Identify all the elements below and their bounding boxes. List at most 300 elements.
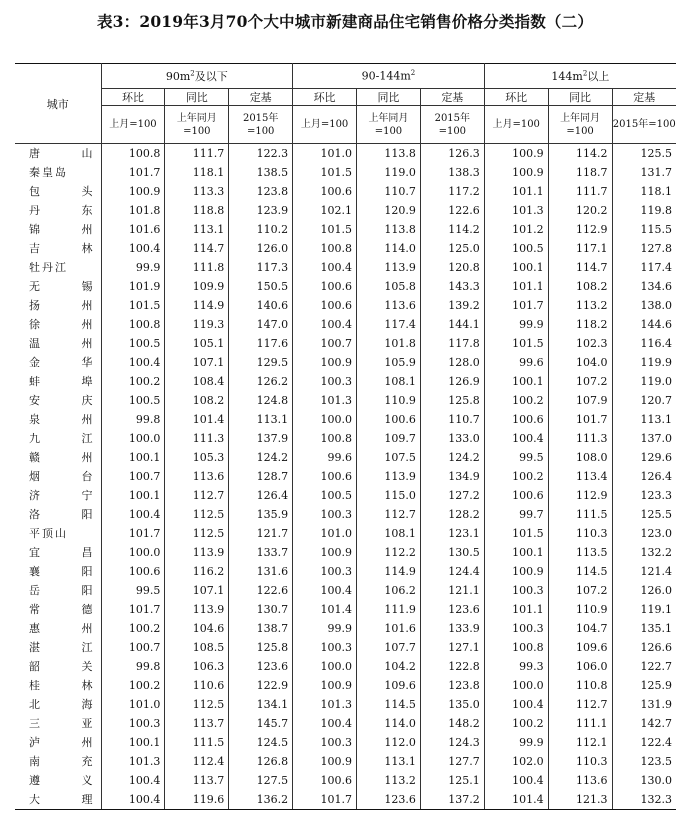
city-name-text: 济宁: [29, 489, 93, 502]
table-row: [15, 752, 676, 771]
index-cell: 126.4: [229, 486, 293, 505]
index-cell: 100.1: [484, 543, 548, 562]
index-cell: 99.8: [101, 657, 165, 676]
index-cell: 112.5: [165, 524, 229, 543]
index-cell: 100.1: [101, 733, 165, 752]
index-cell: 130.7: [229, 600, 293, 619]
index-cell: 112.7: [357, 505, 421, 524]
city-name-text: 烟台: [29, 470, 93, 483]
index-cell: 101.4: [293, 600, 357, 619]
index-cell: 126.0: [612, 581, 676, 600]
city-name: [15, 505, 101, 524]
index-cell: 109.6: [357, 676, 421, 695]
index-cell: 113.1: [165, 220, 229, 239]
index-cell: 101.1: [484, 277, 548, 296]
index-cell: 107.2: [548, 372, 612, 391]
index-cell: 112.4: [165, 752, 229, 771]
index-cell: 126.3: [420, 144, 484, 164]
table-row: [15, 429, 676, 448]
table-row: [15, 296, 676, 315]
index-cell: 99.7: [484, 505, 548, 524]
index-cell: 123.6: [229, 657, 293, 676]
index-cell: 114.5: [548, 562, 612, 581]
index-cell: 135.1: [612, 619, 676, 638]
index-cell: 138.3: [420, 163, 484, 182]
index-cell: 100.3: [293, 505, 357, 524]
group-header-large: $144m^2$以上: [484, 64, 676, 89]
city-name: [15, 239, 101, 258]
index-cell: 113.6: [165, 467, 229, 486]
index-cell: 100.8: [101, 144, 165, 164]
index-cell: 122.3: [229, 144, 293, 164]
city-name: [15, 524, 101, 543]
city-name-text: 韶关: [29, 660, 93, 673]
city-name-text: 遵义: [29, 774, 93, 787]
fixed-base-header: 定基: [612, 89, 676, 106]
index-cell: 100.2: [101, 372, 165, 391]
index-cell: 135.0: [420, 695, 484, 714]
index-cell: 123.8: [229, 182, 293, 201]
index-cell: 101.7: [101, 524, 165, 543]
city-name-text: 徐州: [29, 318, 93, 331]
city-name-text: 唐山: [29, 147, 93, 160]
index-cell: 123.5: [612, 752, 676, 771]
city-name-text: 宜昌: [29, 546, 93, 559]
index-cell: 100.4: [101, 790, 165, 810]
index-cell: 117.4: [357, 315, 421, 334]
city-name: [15, 676, 101, 695]
city-name-text: 岳阳: [29, 584, 93, 597]
index-cell: 119.0: [612, 372, 676, 391]
index-cell: 100.7: [101, 638, 165, 657]
table-row: [15, 771, 676, 790]
city-name-text: 包头: [29, 185, 93, 198]
index-cell: 117.1: [548, 239, 612, 258]
city-name-text: 三亚: [29, 717, 93, 730]
city-name-text: 丹东: [29, 204, 93, 217]
index-cell: 101.7: [484, 296, 548, 315]
city-name: [15, 467, 101, 486]
city-name-text: 惠州: [29, 622, 93, 635]
city-name-text: 扬州: [29, 299, 93, 312]
index-cell: 114.9: [357, 562, 421, 581]
index-cell: 114.5: [357, 695, 421, 714]
table-header: [15, 64, 676, 144]
index-cell: 129.5: [229, 353, 293, 372]
index-cell: 100.3: [484, 619, 548, 638]
index-cell: 110.2: [229, 220, 293, 239]
index-cell: 128.7: [229, 467, 293, 486]
city-name: [15, 220, 101, 239]
index-cell: 118.7: [548, 163, 612, 182]
index-cell: 131.6: [229, 562, 293, 581]
index-cell: 138.0: [612, 296, 676, 315]
index-cell: 124.5: [229, 733, 293, 752]
table-row: [15, 239, 676, 258]
index-cell: 100.5: [101, 334, 165, 353]
index-cell: 101.7: [101, 163, 165, 182]
index-cell: 100.4: [293, 581, 357, 600]
table-row: [15, 695, 676, 714]
index-cell: 135.9: [229, 505, 293, 524]
index-cell: 100.4: [484, 429, 548, 448]
table-row: [15, 543, 676, 562]
yoy-base-header: 上年同月=100: [165, 106, 229, 144]
index-cell: 100.0: [101, 543, 165, 562]
city-name: [15, 790, 101, 810]
index-cell: 124.4: [420, 562, 484, 581]
index-cell: 112.7: [548, 695, 612, 714]
index-cell: 101.5: [293, 163, 357, 182]
city-name: [15, 201, 101, 220]
index-cell: 100.0: [293, 657, 357, 676]
index-cell: 100.9: [101, 182, 165, 201]
index-cell: 111.5: [165, 733, 229, 752]
city-name-text: 泸州: [29, 736, 93, 749]
group-header-medium: $90-144m^2$: [293, 64, 485, 89]
index-cell: 121.1: [420, 581, 484, 600]
index-cell: 100.2: [484, 714, 548, 733]
index-cell: 127.7: [420, 752, 484, 771]
index-cell: 113.4: [548, 467, 612, 486]
table-row: [15, 714, 676, 733]
index-cell: 147.0: [229, 315, 293, 334]
index-cell: 127.5: [229, 771, 293, 790]
index-cell: 126.6: [612, 638, 676, 657]
index-cell: 100.4: [293, 714, 357, 733]
table-row: [15, 353, 676, 372]
index-cell: 134.9: [420, 467, 484, 486]
index-cell: 106.0: [548, 657, 612, 676]
table-row: [15, 220, 676, 239]
city-name: [15, 562, 101, 581]
table-row: [15, 657, 676, 676]
index-cell: 110.3: [548, 752, 612, 771]
index-cell: 100.8: [484, 638, 548, 657]
index-cell: 100.8: [293, 239, 357, 258]
index-cell: 111.8: [165, 258, 229, 277]
index-cell: 145.7: [229, 714, 293, 733]
index-cell: 113.2: [357, 771, 421, 790]
index-cell: 131.7: [612, 163, 676, 182]
index-cell: 102.1: [293, 201, 357, 220]
index-cell: 111.9: [357, 600, 421, 619]
index-cell: 99.6: [293, 448, 357, 467]
table-body: [15, 144, 676, 810]
index-cell: 100.0: [293, 410, 357, 429]
table-row: [15, 315, 676, 334]
fixed-base-base-header: 2015年=100: [612, 106, 676, 144]
index-cell: 133.7: [229, 543, 293, 562]
index-cell: 137.9: [229, 429, 293, 448]
table-row: [15, 467, 676, 486]
index-cell: 113.9: [357, 467, 421, 486]
index-cell: 125.1: [420, 771, 484, 790]
index-cell: 101.4: [165, 410, 229, 429]
index-cell: 137.2: [420, 790, 484, 810]
index-cell: 101.3: [293, 695, 357, 714]
city-name-text: 秦皇岛: [29, 166, 68, 179]
city-name: [15, 277, 101, 296]
index-cell: 100.2: [101, 619, 165, 638]
index-cell: 119.8: [612, 201, 676, 220]
table-row: [15, 448, 676, 467]
city-name: [15, 144, 101, 164]
index-cell: 125.8: [229, 638, 293, 657]
index-cell: 125.9: [612, 676, 676, 695]
index-cell: 105.9: [357, 353, 421, 372]
index-cell: 101.3: [101, 752, 165, 771]
index-cell: 101.0: [293, 144, 357, 164]
index-cell: 100.4: [101, 505, 165, 524]
index-cell: 112.0: [357, 733, 421, 752]
index-cell: 139.2: [420, 296, 484, 315]
index-cell: 100.1: [484, 372, 548, 391]
index-cell: 100.9: [293, 543, 357, 562]
index-cell: 100.8: [101, 315, 165, 334]
city-name-text: 赣州: [29, 451, 93, 464]
city-name: [15, 391, 101, 410]
index-cell: 100.3: [484, 581, 548, 600]
index-cell: 120.7: [612, 391, 676, 410]
index-cell: 124.2: [229, 448, 293, 467]
index-cell: 99.5: [101, 581, 165, 600]
city-name: [15, 543, 101, 562]
index-cell: 101.5: [484, 524, 548, 543]
index-cell: 104.2: [357, 657, 421, 676]
index-cell: 121.4: [612, 562, 676, 581]
city-name: [15, 182, 101, 201]
mom-header: 环比: [484, 89, 548, 106]
index-cell: 111.5: [548, 505, 612, 524]
index-cell: 126.2: [229, 372, 293, 391]
city-name-text: 安庆: [29, 394, 93, 407]
index-cell: 101.2: [484, 220, 548, 239]
index-cell: 104.0: [548, 353, 612, 372]
index-cell: 133.9: [420, 619, 484, 638]
index-cell: 112.1: [548, 733, 612, 752]
index-cell: 100.6: [101, 562, 165, 581]
index-cell: 108.1: [357, 524, 421, 543]
index-cell: 125.5: [612, 144, 676, 164]
index-cell: 130.5: [420, 543, 484, 562]
city-name-text: 无锡: [29, 280, 93, 293]
index-cell: 138.5: [229, 163, 293, 182]
index-cell: 119.6: [165, 790, 229, 810]
index-cell: 109.7: [357, 429, 421, 448]
city-name: [15, 714, 101, 733]
index-cell: 119.1: [612, 600, 676, 619]
table-row: [15, 581, 676, 600]
index-cell: 112.5: [165, 505, 229, 524]
index-cell: 105.1: [165, 334, 229, 353]
city-name: [15, 372, 101, 391]
index-cell: 110.9: [548, 600, 612, 619]
index-cell: 99.6: [484, 353, 548, 372]
fixed-base-header: 定基: [229, 89, 293, 106]
index-cell: 100.5: [101, 391, 165, 410]
index-cell: 110.9: [357, 391, 421, 410]
index-cell: 130.0: [612, 771, 676, 790]
index-cell: 117.3: [229, 258, 293, 277]
index-cell: 123.8: [420, 676, 484, 695]
index-cell: 100.4: [101, 239, 165, 258]
index-cell: 101.8: [357, 334, 421, 353]
index-cell: 101.7: [548, 410, 612, 429]
index-cell: 144.1: [420, 315, 484, 334]
table-row: [15, 144, 676, 164]
index-cell: 100.9: [293, 676, 357, 695]
mom-base-header: 上月=100: [484, 106, 548, 144]
index-cell: 134.1: [229, 695, 293, 714]
index-cell: 128.2: [420, 505, 484, 524]
index-cell: 131.9: [612, 695, 676, 714]
city-name-text: 北海: [29, 698, 93, 711]
index-cell: 99.5: [484, 448, 548, 467]
index-cell: 101.7: [293, 790, 357, 810]
table-row: [15, 733, 676, 752]
index-cell: 100.4: [484, 695, 548, 714]
index-cell: 123.1: [420, 524, 484, 543]
city-name: [15, 733, 101, 752]
index-cell: 118.8: [165, 201, 229, 220]
index-cell: 113.6: [548, 771, 612, 790]
index-cell: 100.4: [484, 771, 548, 790]
index-cell: 108.4: [165, 372, 229, 391]
index-cell: 100.6: [484, 410, 548, 429]
index-cell: 100.3: [293, 638, 357, 657]
index-cell: 100.6: [293, 296, 357, 315]
table-row: [15, 182, 676, 201]
index-cell: 150.5: [229, 277, 293, 296]
index-cell: 107.2: [548, 581, 612, 600]
index-cell: 104.7: [548, 619, 612, 638]
index-cell: 118.1: [165, 163, 229, 182]
index-cell: 108.0: [548, 448, 612, 467]
index-cell: 112.5: [165, 695, 229, 714]
index-cell: 148.2: [420, 714, 484, 733]
index-cell: 100.5: [484, 239, 548, 258]
city-name-text: 牡丹江: [29, 261, 68, 274]
index-cell: 113.7: [165, 771, 229, 790]
index-cell: 114.7: [165, 239, 229, 258]
city-name: [15, 581, 101, 600]
city-name: [15, 448, 101, 467]
index-cell: 110.8: [548, 676, 612, 695]
table-row: [15, 524, 676, 543]
index-cell: 101.8: [101, 201, 165, 220]
index-cell: 112.9: [548, 486, 612, 505]
index-cell: 113.1: [229, 410, 293, 429]
index-cell: 118.2: [548, 315, 612, 334]
index-cell: 116.2: [165, 562, 229, 581]
table-row: [15, 334, 676, 353]
index-cell: 100.1: [101, 486, 165, 505]
index-cell: 110.7: [357, 182, 421, 201]
fixed-base-base-header: 2015年=100: [420, 106, 484, 144]
index-cell: 123.6: [357, 790, 421, 810]
index-cell: 101.1: [484, 600, 548, 619]
mom-base-header: 上月=100: [101, 106, 165, 144]
index-cell: 107.1: [165, 353, 229, 372]
index-cell: 99.3: [484, 657, 548, 676]
table-row: [15, 201, 676, 220]
index-cell: 122.8: [420, 657, 484, 676]
index-cell: 136.2: [229, 790, 293, 810]
index-cell: 124.3: [420, 733, 484, 752]
index-cell: 111.7: [165, 144, 229, 164]
mom-header: 环比: [101, 89, 165, 106]
index-cell: 100.3: [101, 714, 165, 733]
index-cell: 100.9: [484, 144, 548, 164]
index-cell: 106.2: [357, 581, 421, 600]
index-cell: 100.3: [293, 562, 357, 581]
index-cell: 123.6: [420, 600, 484, 619]
city-name: [15, 657, 101, 676]
table-row: [15, 277, 676, 296]
city-name: [15, 638, 101, 657]
index-cell: 133.0: [420, 429, 484, 448]
index-cell: 104.6: [165, 619, 229, 638]
table-row: [15, 163, 676, 182]
index-cell: 113.2: [548, 296, 612, 315]
city-name-text: 金华: [29, 356, 93, 369]
index-cell: 100.6: [484, 486, 548, 505]
index-cell: 110.3: [548, 524, 612, 543]
index-cell: 127.1: [420, 638, 484, 657]
city-name-text: 吉林: [29, 242, 93, 255]
index-cell: 124.2: [420, 448, 484, 467]
index-cell: 101.3: [484, 201, 548, 220]
table-row: [15, 619, 676, 638]
index-cell: 121.3: [548, 790, 612, 810]
index-cell: 113.8: [357, 220, 421, 239]
index-cell: 105.8: [357, 277, 421, 296]
index-cell: 101.7: [101, 600, 165, 619]
index-cell: 100.3: [293, 733, 357, 752]
index-cell: 129.6: [612, 448, 676, 467]
index-cell: 119.0: [357, 163, 421, 182]
city-name-text: 大理: [29, 793, 93, 806]
index-cell: 101.5: [101, 296, 165, 315]
index-cell: 119.3: [165, 315, 229, 334]
index-cell: 120.9: [357, 201, 421, 220]
index-cell: 100.4: [293, 315, 357, 334]
index-cell: 107.1: [165, 581, 229, 600]
index-cell: 114.9: [165, 296, 229, 315]
city-name-text: 湛江: [29, 641, 93, 654]
city-name-text: 洛阳: [29, 508, 93, 521]
index-cell: 99.9: [484, 315, 548, 334]
mom-header: 环比: [293, 89, 357, 106]
index-cell: 126.4: [612, 467, 676, 486]
city-name-text: 常德: [29, 603, 93, 616]
index-cell: 100.3: [293, 372, 357, 391]
index-cell: 107.5: [357, 448, 421, 467]
table-row: [15, 410, 676, 429]
city-name-text: 襄阳: [29, 565, 93, 578]
index-cell: 105.3: [165, 448, 229, 467]
index-cell: 126.8: [229, 752, 293, 771]
index-cell: 143.3: [420, 277, 484, 296]
index-cell: 99.9: [484, 733, 548, 752]
mom-base-header: 上月=100: [293, 106, 357, 144]
index-cell: 100.4: [101, 353, 165, 372]
index-cell: 123.0: [612, 524, 676, 543]
index-cell: 132.3: [612, 790, 676, 810]
index-cell: 100.9: [484, 163, 548, 182]
index-cell: 100.9: [484, 562, 548, 581]
